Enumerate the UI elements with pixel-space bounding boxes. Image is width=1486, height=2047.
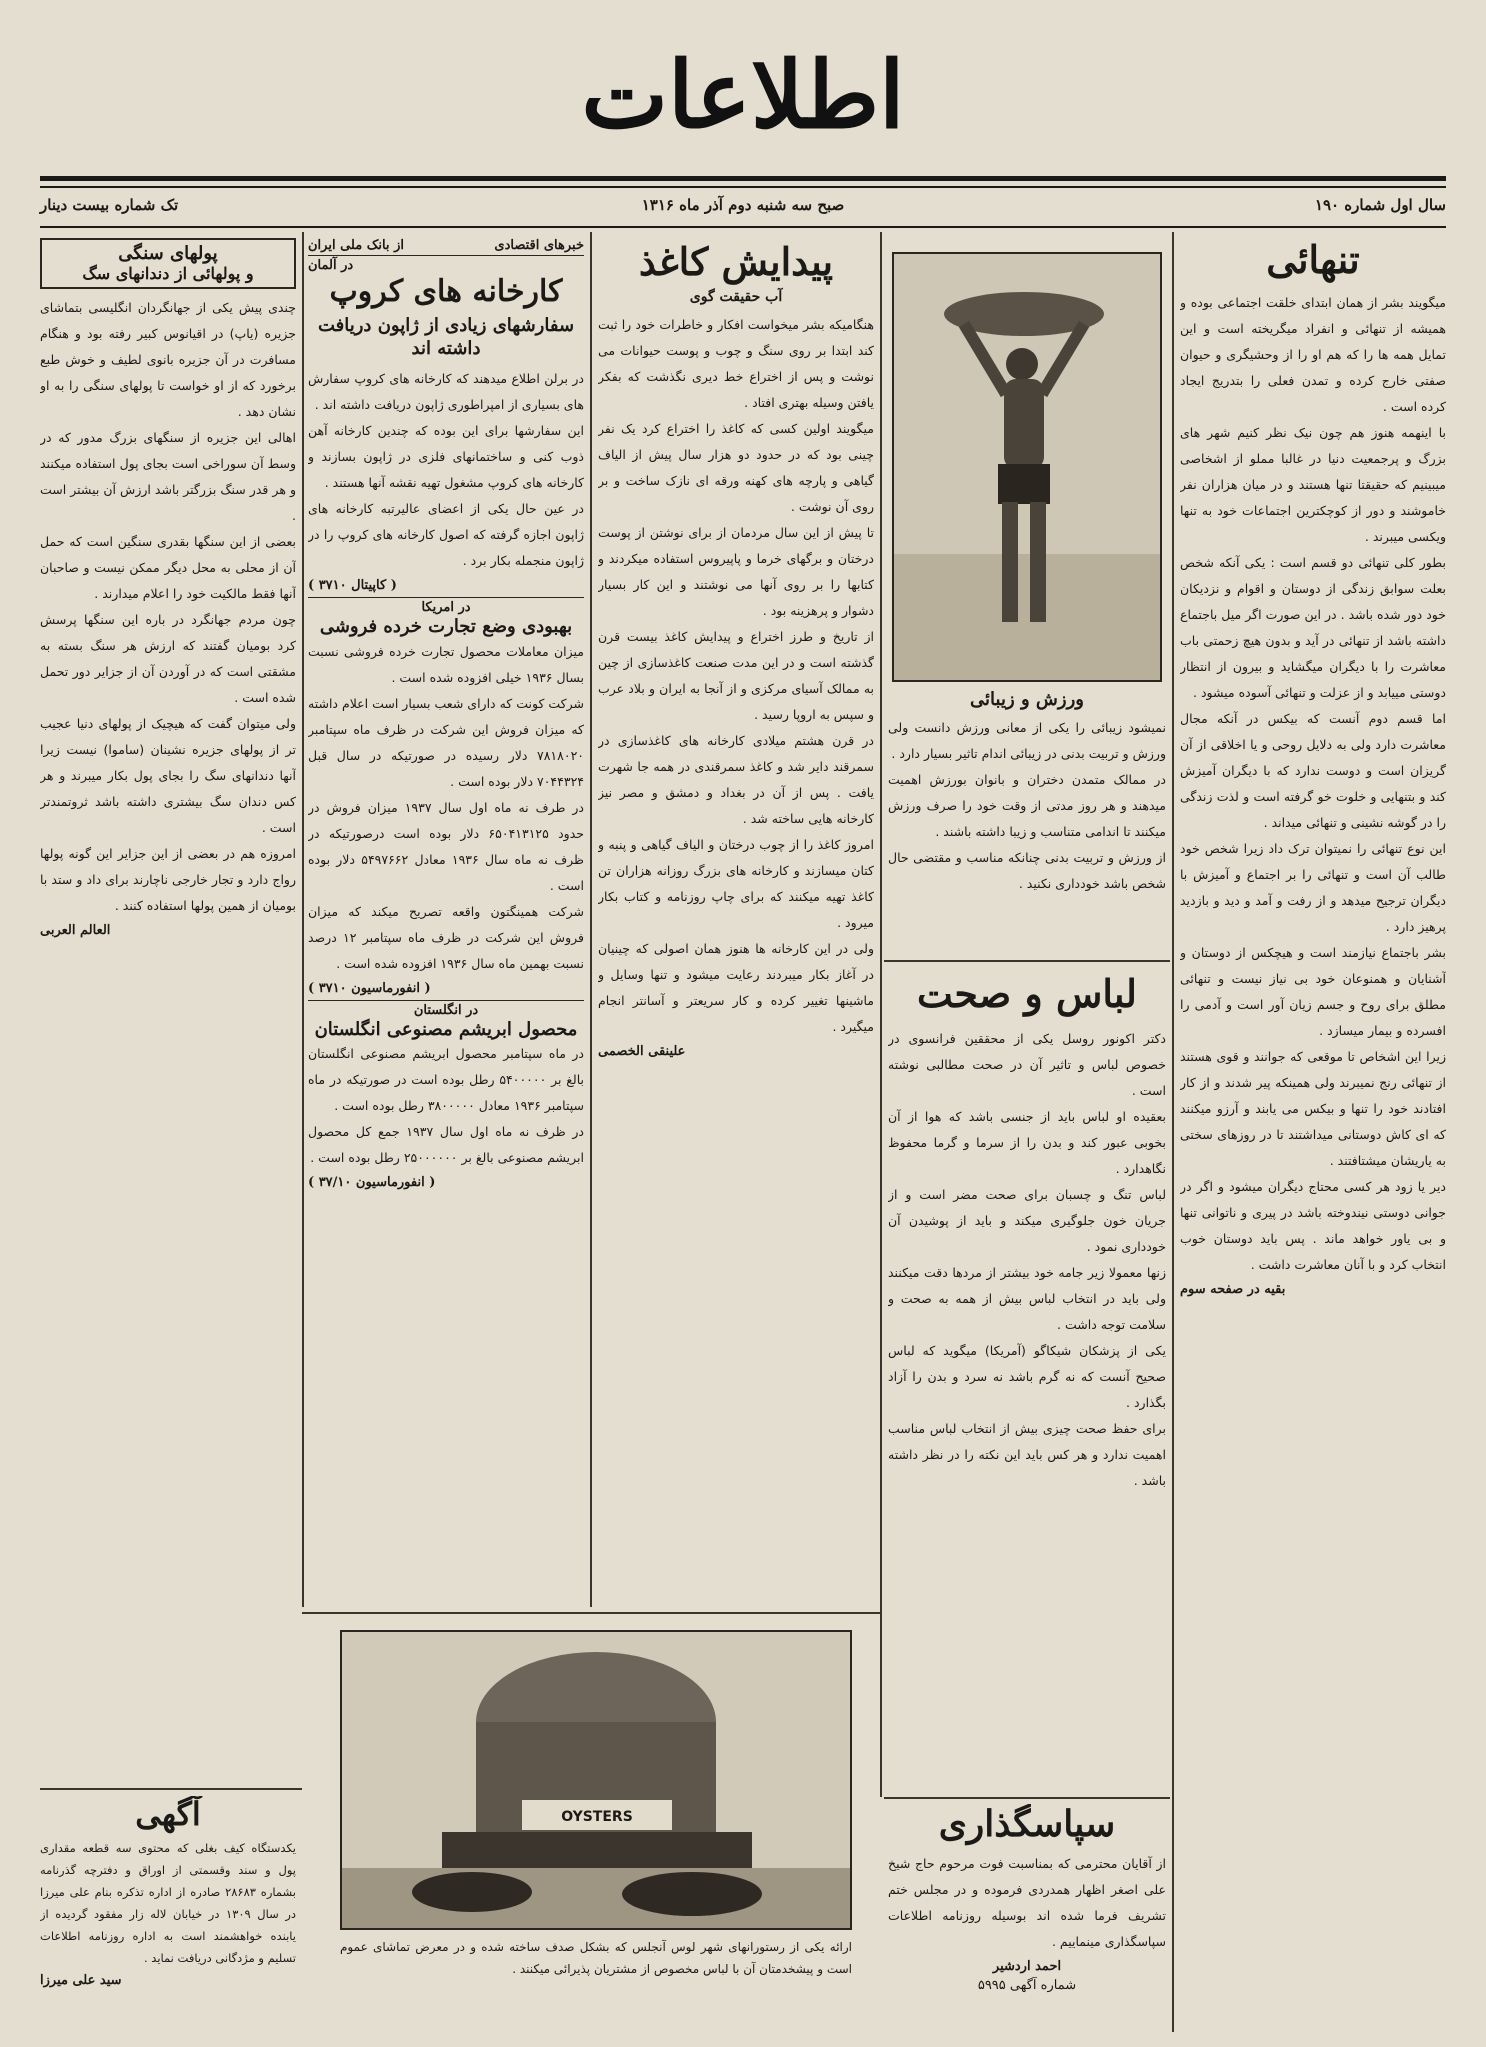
- article-paragraph: شرکت همینگتون واقعه تصریح میکند که میزان فروش این شرکت در ظرف ماه سپتامبر ۱۲ درصد نسبت بهمین ماه سال ۱۹۳۶ افزوده شده است .: [308, 903, 584, 971]
- article-paragraph: از ورزش و تربیت بدنی چنانکه مناسب و مقتضی حال شخص باشد خودداری نکنید .: [888, 849, 1166, 891]
- article-paragraph: نمیشود زیبائی را یکی از معانی ورزش دانست ولی ورزش و تربیت بدنی در زیبائی اندام تاثیر بسیار دارد .: [888, 719, 1166, 761]
- article-reference: ( انفورماسیون ۳۷۱۰ ): [308, 980, 431, 996]
- issue-number: سال اول شماره ۱۹۰: [1314, 196, 1446, 214]
- article-paragraph: در طرف نه ماه اول سال ۱۹۳۷ میزان فروش در حدود ۶۵۰۴۱۳۱۲۵ دلار بوده است درصورتیکه در ظرف نه ماه سال ۱۹۳۶ معادل ۵۴۹۷۶۶۲ دلار بوده است .: [308, 799, 584, 893]
- article-clothing: [888, 968, 1166, 1793]
- article-paper: [598, 238, 874, 1603]
- article-title: بهبودی وضع تجارت خرده فروشی: [319, 616, 573, 638]
- article-title: لباس و صحت: [917, 971, 1137, 1016]
- ad-title: آگهی: [135, 1796, 201, 1833]
- article-paragraph: میگویند بشر از همان ابتدای خلقت اجتماعی بوده و همیشه از تنهائی و انفراد میگریخته است و این تمایل همه ها را که هم او را از وحشیگری و حیوان صفتی خارج کرده و تمدن فعلی را بتدریج ایجاد کرده است .: [1180, 294, 1446, 414]
- notice-body: از آقایان محترمی که بمناسبت فوت مرحوم حاج شیخ علی اصغر اظهار همدردی فرموده و در مجلس ختم تشریف فرما شده اند بوسیله روزنامه اطلاعات سپاسگذاری مینماییم .: [888, 1856, 1166, 1950]
- article-paragraph: این سفارشها برای این بوده که چندین کارخانه آهن ذوب کنی و ساختمانهای فلزی در ژاپون بسازند و کارخانه های کروپ مشغول تهیه نقشه آنها هستند .: [308, 423, 584, 491]
- photo-caption: [340, 1936, 852, 2032]
- notice-signature: احمد اردشیر: [992, 1959, 1062, 1975]
- column-rule: [1172, 232, 1174, 2032]
- article-title: تنهائی: [1266, 237, 1360, 282]
- article-subtitle: آب حقیقت گوی: [689, 288, 783, 305]
- article-paragraph: در ماه سپتامبر محصول ابریشم مصنوعی انگلستان بالغ بر ۵۴۰۰۰۰۰ رطل بوده است در صورتیکه در ماه سپتامبر ۱۹۳۶ معادل ۳۸۰۰۰۰۰ رطل بوده است .: [308, 1046, 584, 1114]
- wrestler-illustration: [894, 254, 1160, 680]
- article-paragraph: تا پیش از این سال مردمان از برای نوشتن از پوست درختان و برگهای خرما و پاپیروس استفاده میکردند و کتابها را بر روی آنها می نوشتند و این کار بسیار دشوار و پرهزینه بود .: [598, 524, 874, 618]
- section-rule: [40, 1788, 302, 1790]
- article-stone-money: [40, 238, 296, 2047]
- article-paragraph: در برلن اطلاع میدهند که کارخانه های کروپ سفارش های بسیاری از امپراطوری ژاپون دریافت داشته اند .: [308, 371, 584, 413]
- photo-caption-text: ارائه یکی از رستورانهای شهر لوس آنجلس که بشکل صدف ساخته شده و در معرض تماشای عموم است و پیشخدمتان آن با لباس مخصوص از مشتریان پذیرائی میکنند .: [340, 1940, 852, 1976]
- masthead-rule-thin: [40, 186, 1446, 188]
- article-paragraph: ولی در این کارخانه ها هنوز همان اصولی که چینیان در آغاز بکار میبردند رعایت میشود و تنها وسایل و ماشینها تغییر کرده و کار سریعتر و آسانتر انجام میگیرد .: [598, 940, 874, 1034]
- article-paragraph: بطور کلی تنهائی دو قسم است : یکی آنکه شخص بعلت سوابق زندگی از دوستان و اقوام و نزدیکان خود دور شده باشد . در این صورت اگر میل باجتماع داشته باشد از تنهائی در آید و بدون هیچ زحمتی باب معاشرت را با دیگران میگشاید و بیرون از انتظار دوستی مییابد و از عزلت و تنهائی آسوده میشود .: [1180, 554, 1446, 700]
- section-place: در امریکا: [308, 597, 584, 615]
- dateline: [40, 196, 1446, 222]
- article-paragraph: میزان معاملات محصول تجارت خرده فروشی نسبت بسال ۱۹۳۶ خیلی افزوده شده است .: [308, 643, 584, 685]
- column-rule: [880, 232, 882, 1797]
- article-paragraph: دکتر اکونور روسل یکی از محققین فرانسوی در خصوص لباس و تاثیر آن در صحت مطالبی نوشته است .: [888, 1030, 1166, 1098]
- article-paragraph: لباس تنگ و چسبان برای صحت مضر است و از جریان خون جلوگیری میکند و باید از پوشیدن آن خودداری نمود .: [888, 1186, 1166, 1254]
- article-title: ورزش و زیبائی: [970, 690, 1084, 710]
- dateline-rule: [40, 226, 1446, 228]
- section-rule: [884, 1797, 1170, 1799]
- article-paragraph: زنها معمولا زیر جامه خود بیشتر از مردها دقت میکنند ولی باید در انتخاب لباس بیش از همه به صحت و سلامت توجه داشت .: [888, 1264, 1166, 1332]
- article-title: پولهای سنگی: [118, 243, 218, 264]
- article-paragraph: چون مردم جهانگرد در باره این سنگها پرسش کرد بومیان گفتند که ارزش هر سنگ بسته به مشقتی است که در آوردن آن از جزایر دور تحمل شده است .: [40, 612, 296, 706]
- article-reference: ( کاپیتال ۳۷۱۰ ): [308, 578, 397, 594]
- article-paragraph: در عین حال یکی از اعضای عالیرتبه کارخانه های ژاپون اجازه گرفته که اصول کارخانه های کروپ را در ژاپون منجمله بکار برد .: [308, 501, 584, 569]
- article-subtitle: سفارشهای زیادی از ژاپون دریافت داشته اند: [317, 314, 575, 359]
- continued-note: بقیه در صفحه سوم: [1180, 1281, 1286, 1297]
- article-economic: [308, 238, 584, 1603]
- article-signature: العالم العربی: [40, 923, 111, 939]
- ad-body: یکدستگاه کیف بغلی که محتوی سه قطعه مقداری پول و سند وقسمتی از اوراق و دفترچه گذرنامه بشماره ۲۸۶۸۳ صادره از اداره تذکره بنام علی میرزا در سال ۱۳۰۹ در خیابان لاله زار مفقود گردیده از یابنده خواهشمند است به اداره روزنامه اطلاعات تسلیم و مژدگانی دریافت نماید .: [40, 1840, 296, 1965]
- issue-price: تک شماره بیست دینار: [40, 196, 179, 214]
- article-paragraph: در قرن هشتم میلادی کارخانه های کاغذسازی در سمرقند دایر شد و کاغذ سمرقندی در همه جا شهرت یافت . پس از آن در بغداد و دمشق و مصر نیز کارخانه هایی ساخته شد .: [598, 732, 874, 826]
- section-rule: [884, 960, 1170, 962]
- notice-title: سپاسگذاری: [938, 1804, 1116, 1845]
- restaurant-illustration: [342, 1632, 850, 1928]
- restaurant-sign: OYSTERS: [561, 1809, 633, 1825]
- article-title: محصول ابریشم مصنوعی انگلستان: [314, 1018, 578, 1040]
- article-paragraph: امروز کاغذ را از چوب درختان و الیاف گیاهی و پنبه و کتان میسازند و کارخانه های بزرگ روزانه هزاران تن کاغذ تهیه میکنند که برای چاپ روزنامه و کتاب بکار میرود .: [598, 836, 874, 930]
- article-paragraph: در ممالک متمدن دختران و بانوان بورزش اهمیت میدهند و هر روز مدتی از وقت خود را صرف ورزش میکنند تا اندامی متناسب و زیبا داشته باشند .: [888, 771, 1166, 839]
- notice-ad-number: شماره آگهی ۵۹۹۵: [977, 1978, 1077, 1994]
- article-tanhai: [1180, 236, 1446, 2026]
- article-paragraph: بشر باجتماع نیازمند است و هیچکس از دوستان و آشنایان و همنوعان خود بی نیاز نیست و تنهائی مطلق برای روح و جسم زیان آور است و آدمی را افسرده و بیمار میسازد .: [1180, 944, 1446, 1038]
- article-reference: ( انفورماسیون ۳۷/۱۰ ): [308, 1175, 436, 1191]
- article-paragraph: در ظرف نه ماه اول سال ۱۹۳۷ جمع کل محصول ابریشم مصنوعی بالغ بر ۲۵۰۰۰۰۰۰ رطل بوده است .: [308, 1124, 584, 1166]
- article-paragraph: زیرا این اشخاص تا موقعی که جوانند و قوی هستند از تنهائی رنج نمیبرند ولی همینکه پیر شدند و از کار افتادند خود را تنها و بیکس می یابند و آرزو میکنند که ای کاش دوستانی میداشتند تا در روزهای سختی به یاریشان میشتافتند .: [1180, 1048, 1446, 1168]
- section-kicker: [308, 238, 584, 256]
- masthead-rule-top: [40, 176, 1446, 181]
- article-paragraph: هنگامیکه بشر میخواست افکار و خاطرات خود را ثبت کند ابتدا بر روی سنگ و چوب و پوست حیوانات می نوشت و پس از اختراع خط دیری نگذشت که بفکر یافتن وسیله بهتری افتاد .: [598, 316, 874, 410]
- section-place: در انگلستان: [308, 1000, 584, 1018]
- article-paragraph: یکی از پزشکان شیکاگو (آمریکا) میگوید که لباس صحیح آنست که نه گرم باشد نه سرد و بدن را آزاد بگذارد .: [888, 1342, 1166, 1410]
- article-paragraph: بعضی از این سنگها بقدری سنگین است که حمل آن از محلی به محل دیگر ممکن نیست و صاحبان آنها فقط مالکیت خود را اعلام میدارند .: [40, 534, 296, 602]
- article-paragraph: میگویند اولین کسی که کاغذ را اختراع کرد یک نفر چینی بود که در حدود دو هزار سال پیش از الیاف گیاهی و پارچه های کهنه ورقه ای نازک ساخت و بر روی آن نوشت .: [598, 420, 874, 514]
- article-paragraph: اما قسم دوم آنست که بیکس در آنکه مجال معاشرت دارد ولی به دلایل روحی و یا اخلاقی از آن گریزان است و دوست ندارد که با دیگران آمیزش کند و بتنهایی و خلوت خو گرفته است و لذت زندگی را در گوشه نشینی و تنهائی میداند .: [1180, 710, 1446, 830]
- column-rule: [590, 232, 592, 1607]
- kicker-left: از بانک ملی ایران: [308, 238, 404, 253]
- masthead: [0, 30, 1486, 170]
- article-subtitle: و پولهائی از دندانهای سگ: [82, 263, 254, 283]
- article-title: پیدایش کاغذ: [638, 239, 834, 284]
- issue-date: صبح سه شنبه دوم آذر ماه ۱۳۱۶: [641, 196, 845, 214]
- section-rule: [302, 1612, 882, 1614]
- article-paragraph: ولی میتوان گفت که هیچیک از پولهای دنیا عجیب تر از پولهای جزیره نشینان (ساموا) نیست زیرا آنها دندانهای سگ را بجای پول بکار میبرند و هر کس دندان سگ بیشتری داشته باشد ثروتمندتر است .: [40, 716, 296, 836]
- article-title: کارخانه های کروپ: [329, 274, 563, 309]
- article-paragraph: این نوع تنهائی را نمیتوان ترک داد زیرا شخص خود طالب آن است و تنهائی را بر اجتماع و آمیزش با دیگران ترجیح میدهد و از رفت و آمد و دید و بازدید پرهیز دارد .: [1180, 840, 1446, 934]
- article-paragraph: چندی پیش یکی از جهانگردان انگلیسی بتماشای جزیره (یاپ) در اقیانوس کبیر رفته بود و هنگام مسافرت در آن جزیره بانوی لطیف و خوش طبع برخورد که از او خواست تا پولهای سنگی را به او نشان دهد .: [40, 300, 296, 420]
- article-paragraph: شرکت کونت که دارای شعب بسیار است اعلام داشته که میزان فروش این شرکت در ظرف ماه سپتامبر ۷۸۱۸۰۲۰ دلار رسیده در صورتیکه در سال قبل ۷۰۴۴۳۲۴ دلار بوده است .: [308, 695, 584, 789]
- column-rule: [302, 232, 304, 1607]
- section-place: در آلمان: [308, 258, 354, 273]
- notice-thanks: [888, 1804, 1166, 2029]
- classified-ad: [40, 1796, 296, 2032]
- article-paragraph: از تاریخ و طرز اختراع و پیدایش کاغذ بیست قرن گذشته است و در این مدت صنعت کاغذسازی از چین به ممالک آسیای مرکزی و از آنجا به ایران و بلاد عرب و سپس به اروپا رسید .: [598, 628, 874, 722]
- article-paragraph: با اینهمه هنوز هم چون نیک نظر کنیم شهر های بزرگ و پرجمعیت دنیا در غالبا مملو از اشخاصی میبینیم که حقیقتا تنها هستند و در میان هزاران نفر خاموشند و دور از کوچکترین اجتماعات خود به تنها ویکسی میبرند .: [1180, 424, 1446, 544]
- ad-signature: سید علی میرزا: [40, 1972, 122, 1988]
- article-paragraph: امروزه هم در بعضی از این جزایر این گونه پولها رواج دارد و تجار خارجی ناچارند برای داد و ستد با بومیان از همین پولها استفاده کنند .: [40, 846, 296, 914]
- wrestling-photo: [892, 252, 1162, 682]
- article-paragraph: بعقیده او لباس باید از جنسی باشد که هوا از آن بخوبی عبور کند و بدن را از سرما و گرما محفوظ نگاهدارد .: [888, 1108, 1166, 1176]
- masthead-title: اطلاعات: [581, 41, 905, 149]
- article-title-box: [40, 238, 296, 289]
- article-paragraph: اهالی این جزیره از سنگهای بزرگ مدور که در وسط آن سوراخی است بجای پول استفاده میکنند و هر قدر سنگ بزرگتر باشد ارزش آن بیشتر است .: [40, 430, 296, 524]
- article-paragraph: دیر یا زود هر کسی محتاج دیگران میشود و اگر در جوانی دوستی نیندوخته باشد در پیری و ناتوانی تنها و بی یاور خواهد ماند . پس باید دوستان خوب انتخاب کرد و با آنان معاشرت داشت .: [1180, 1178, 1446, 1272]
- article-signature: علینقی الخصمی: [598, 1043, 686, 1059]
- article-sport: [888, 690, 1166, 975]
- restaurant-photo: [340, 1630, 852, 1930]
- article-paragraph: برای حفظ صحت چیزی بیش از انتخاب لباس مناسب اهمیت ندارد و هر کس باید این نکته را در نظر داشته باشد .: [888, 1420, 1166, 1488]
- kicker-right: خبرهای اقتصادی: [494, 238, 584, 253]
